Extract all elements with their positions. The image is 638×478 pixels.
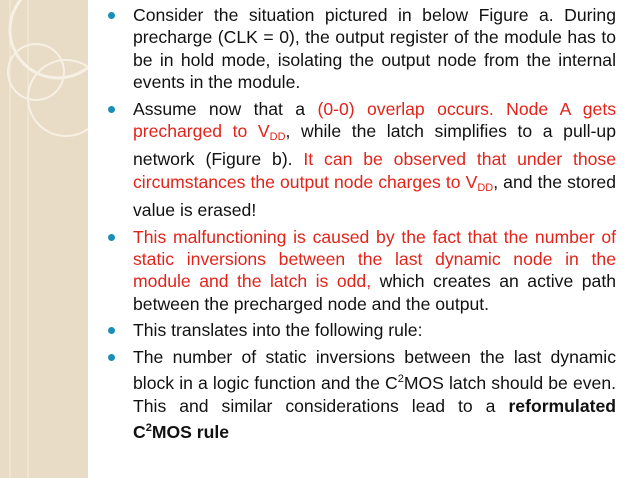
highlight-text: This malfunctioning is caused by the fact that the number of static inversions between the last dynamic node in the module and the latch is odd,: [133, 226, 616, 292]
bold-term: MOS rule: [151, 421, 230, 442]
bullet-text: Consider the situation pictured in below Figure a. During precharge (CLK = 0), the output register of the module has to be in hold mode, isolating the output node from the internal events in the module.: [133, 5, 616, 93]
bullet-item: [104, 98, 616, 222]
bullet-dot-icon: [108, 327, 115, 334]
highlight-text: It can be observed that under those circumstances the output node charges to V: [133, 149, 616, 192]
bullet-text: , while the latch simplifies to a pull-up network (Figure b).: [133, 121, 616, 170]
bullet-text: Assume now that a: [133, 98, 318, 119]
decorative-circles: [0, 0, 88, 478]
bullet-dot-icon: [108, 12, 115, 19]
bullet-text: MOS latch should be even. This and similar considerations lead to a: [133, 373, 616, 416]
bullet-item: [104, 319, 616, 341]
bullet-dot-icon: [108, 234, 115, 241]
subscript: DD: [477, 181, 494, 194]
superscript: 2: [397, 373, 404, 386]
bullet-dot-icon: [108, 354, 115, 361]
bullet-item: [104, 346, 616, 444]
bullet-dot-icon: [108, 106, 115, 113]
bullet-item: [104, 226, 616, 316]
bold-term: reformulated C: [133, 395, 616, 442]
bullet-text: This translates into the following rule:: [133, 320, 423, 341]
bullet-item: [104, 4, 616, 94]
subscript: DD: [269, 131, 286, 144]
bullet-text: , and the stored value is erased!: [133, 171, 617, 221]
bullet-text: which creates an active path between the precharged node and the output.: [133, 271, 616, 314]
slide-content: [104, 4, 616, 447]
decorative-sidebar: [0, 0, 88, 478]
highlight-text: (0-0) overlap occurs. Node A gets precharged to V: [133, 98, 617, 142]
superscript: 2: [145, 421, 152, 434]
bullet-text: The number of static inversions between the last dynamic block in a logic function and the C: [133, 346, 616, 394]
